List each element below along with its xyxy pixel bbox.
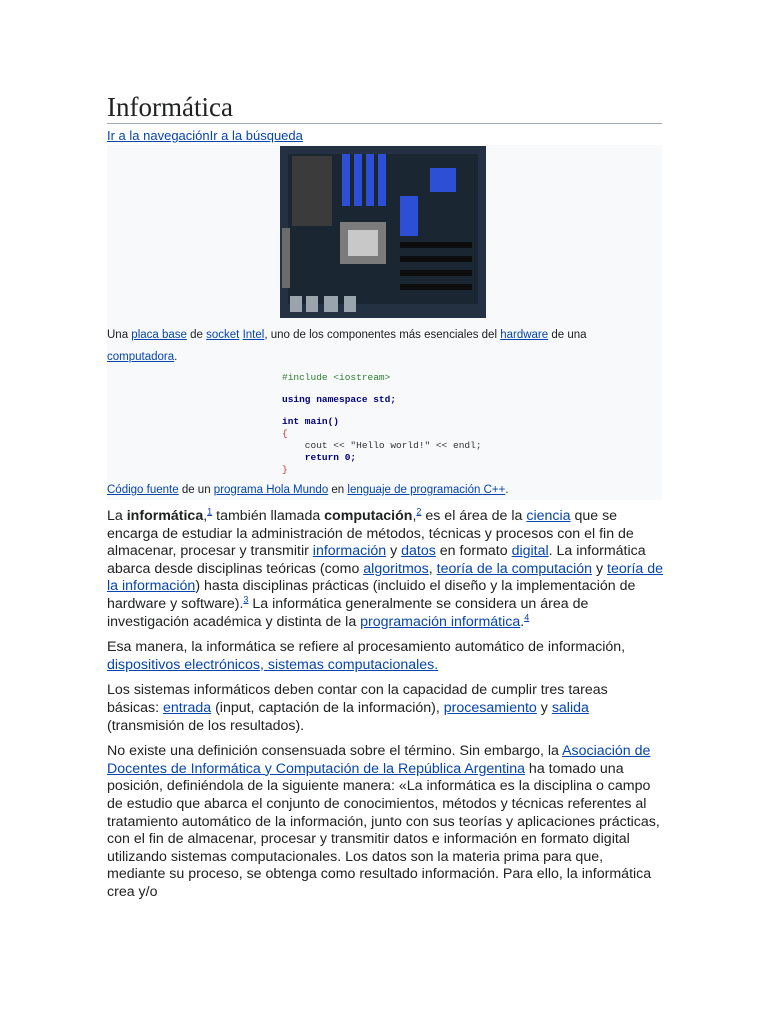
inline-link[interactable]: lenguaje de programación C++ xyxy=(347,484,506,496)
text-run: La xyxy=(107,508,127,524)
text-run: de una xyxy=(548,329,587,341)
paragraph xyxy=(107,508,663,631)
text-run: . La informática abarca desde disciplinas teóricas (como xyxy=(107,543,646,577)
bold-term: informática xyxy=(126,508,204,524)
text-run: . xyxy=(505,484,509,496)
text-run: ha tomado una posición, definiéndola de la siguiente manera: «La informática es la disciplina o campo de estudio que abarca el conjunto de conocimientos, métodos y técnicas referentes al tratamiento automático de la información, junto con sus teorías y aplicaciones prácticas, con el fin de almacenar, procesar y transmitir datos e información en formato digital utilizando sistemas computacionales. Los datos son la materia prima para que, mediante su proceso, se obtenga como resultado información. Para ello, la informática crea y/o xyxy=(107,760,660,900)
text-run: y xyxy=(592,560,607,577)
text-run: en xyxy=(328,484,348,496)
inline-link[interactable]: Intel xyxy=(242,329,265,341)
inline-link[interactable]: ciencia xyxy=(526,508,571,524)
text-run: . xyxy=(174,351,178,363)
citation-link[interactable]: 3 xyxy=(243,594,249,605)
inline-link[interactable]: socket xyxy=(206,329,240,341)
figure-box xyxy=(107,145,662,500)
inline-link[interactable]: dispositivos electrónicos, sistemas computacionales. xyxy=(107,656,439,673)
text-run: No existe una definición consensuada sobre el término. Sin embargo, la xyxy=(107,743,563,760)
paragraph xyxy=(107,682,663,735)
text-run: y xyxy=(536,699,552,716)
inline-link[interactable]: salida xyxy=(551,699,589,716)
citation-link[interactable]: 1 xyxy=(207,506,213,517)
code-line: cout << "Hello world!" << endl; xyxy=(282,440,482,451)
text-run: , uno de los componentes más esenciales del xyxy=(264,329,501,341)
text-run: (transmisión de los resultados). xyxy=(107,717,305,734)
text-run: de xyxy=(186,329,207,341)
text-run: de un xyxy=(178,484,214,496)
inline-link[interactable]: digital xyxy=(511,543,549,560)
code-line: { xyxy=(282,428,288,439)
code-line: #include <iostream> xyxy=(282,372,391,383)
inline-link[interactable]: algoritmos xyxy=(363,560,429,577)
inline-link[interactable]: Asociación de Docentes de Informática y Computación de la República Argentina xyxy=(107,743,651,777)
text-run: en formato xyxy=(435,543,512,560)
text-run: Los sistemas informáticos deben contar con la capacidad de cumplir tres tareas básicas: xyxy=(107,682,608,716)
figure-caption-code xyxy=(107,484,509,496)
inline-link[interactable]: teoría de la computación xyxy=(436,560,593,577)
page-title: Informática xyxy=(107,92,662,124)
jump-to-search-link[interactable]: Ir a la búsqueda xyxy=(209,128,303,143)
text-run: , xyxy=(203,508,208,524)
paragraph xyxy=(107,639,663,674)
text-run: La informática generalmente se considera un área de investigación académica y distinta de la xyxy=(107,595,589,630)
inline-link[interactable]: programa Hola Mundo xyxy=(213,484,329,496)
figure-caption-motherboard xyxy=(107,324,637,368)
code-line: } xyxy=(282,464,288,475)
article-body xyxy=(107,508,663,909)
inline-link[interactable]: procesamiento xyxy=(443,699,537,716)
citation-link[interactable]: 2 xyxy=(416,506,422,517)
text-run: , xyxy=(428,560,437,577)
jump-to-navigation-link[interactable]: Ir a la navegación xyxy=(107,128,210,143)
motherboard-image[interactable] xyxy=(280,146,486,318)
code-line: return 0; xyxy=(282,452,357,463)
text-run: también llamada xyxy=(212,508,325,524)
inline-link[interactable]: programación informática xyxy=(360,613,521,630)
text-run: , xyxy=(412,508,417,524)
text-run: que se encarga de estudiar la administración de métodos, técnicas y procesos con el fin de almacenar, procesar y transmitir xyxy=(107,508,634,560)
jump-links xyxy=(107,128,303,143)
inline-link[interactable]: entrada xyxy=(163,699,212,716)
code-sample-image[interactable] xyxy=(280,370,486,478)
inline-link[interactable]: información xyxy=(312,543,387,560)
inline-link[interactable]: computadora xyxy=(107,351,175,363)
text-run: (input, captación de la información), xyxy=(211,699,444,716)
inline-link[interactable]: teoría de la información xyxy=(107,560,664,595)
paragraph xyxy=(107,743,663,901)
bold-term: computación xyxy=(324,508,413,524)
inline-link[interactable]: hardware xyxy=(500,329,549,341)
text-run: ) hasta disciplinas prácticas (incluido el diseño y la implementación de hardware y software). xyxy=(107,578,636,612)
code-line: int main() xyxy=(282,416,340,427)
code-line: using namespace std; xyxy=(282,394,397,405)
inline-link[interactable]: placa base xyxy=(131,329,187,341)
text-run: y xyxy=(386,543,402,560)
inline-link[interactable]: Código fuente xyxy=(107,484,179,496)
text-run: es el área de la xyxy=(421,508,527,524)
text-run: . xyxy=(520,613,525,630)
text-run: Esa manera, la informática se refiere al procesamiento automático de información, xyxy=(107,639,626,656)
citation-link[interactable]: 4 xyxy=(524,611,530,622)
text-run: Una xyxy=(107,329,132,341)
inline-link[interactable]: datos xyxy=(401,543,436,560)
